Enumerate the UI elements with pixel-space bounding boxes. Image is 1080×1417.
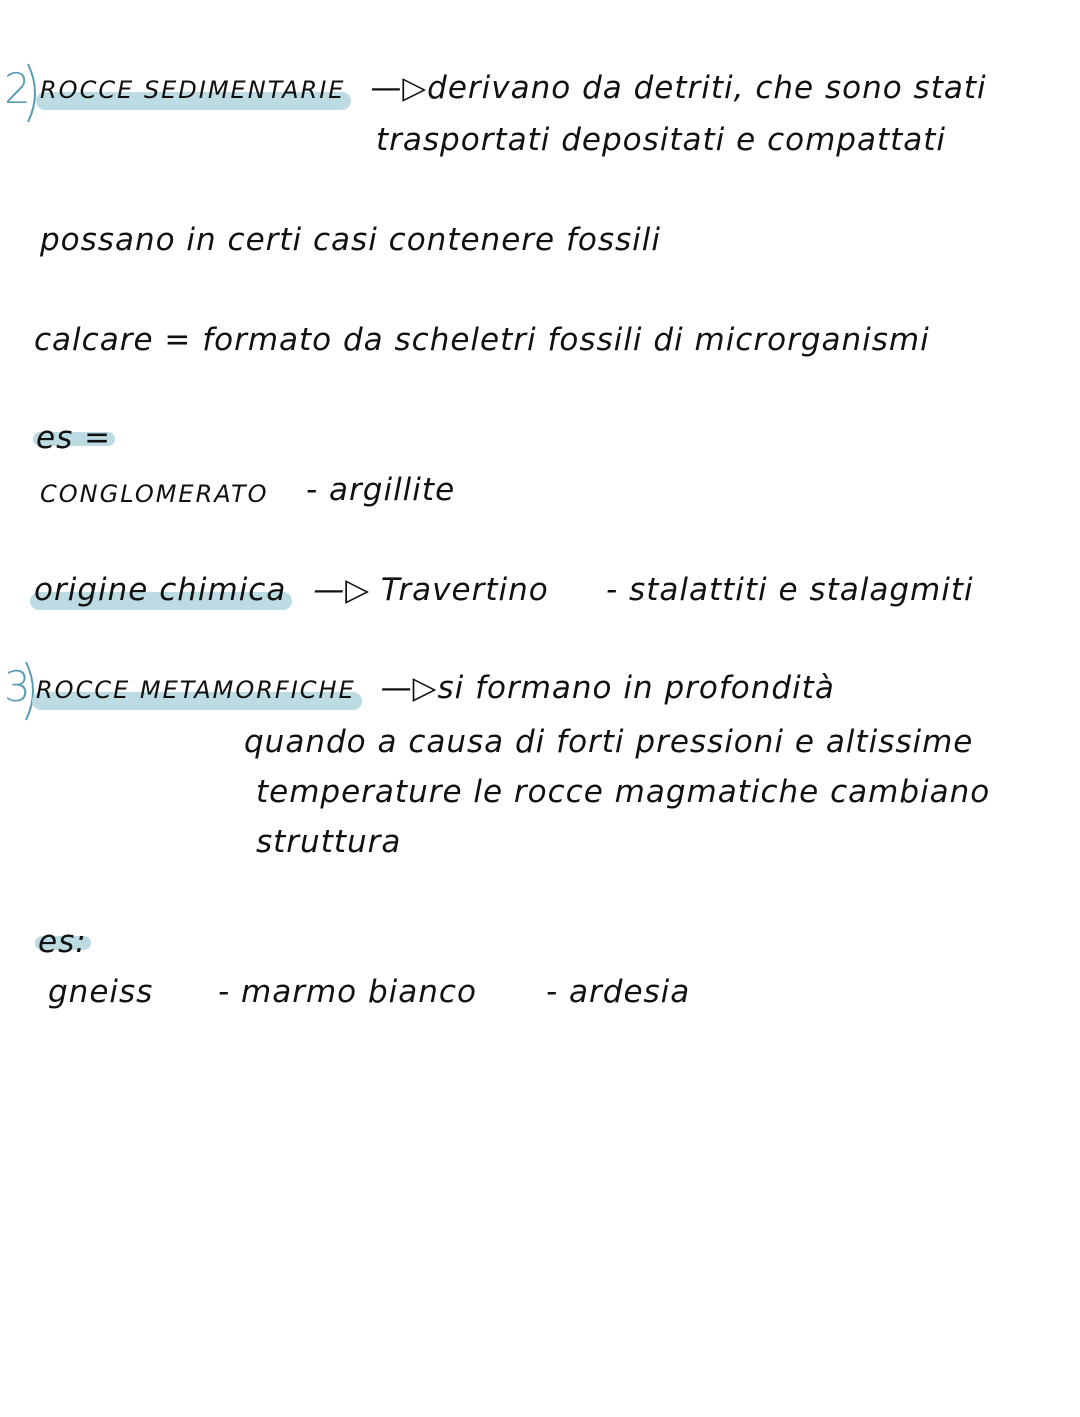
section-2-definition: —▷derivano da detriti, che sono stati — [370, 70, 987, 106]
section-3-title: ROCCE METAMORFICHE — [36, 670, 356, 710]
section-3-heading-line — [36, 668, 835, 710]
section-3-definition: —▷si formano in profondità — [380, 670, 835, 706]
section-3-number: 3 — [4, 662, 31, 711]
examples-label-1-text: es = — [36, 420, 112, 456]
section-3-line-4: struttura — [256, 824, 402, 860]
examples-label-2 — [38, 922, 87, 962]
section-3-line-2: quando a causa di forti pressioni e altissime — [244, 724, 974, 760]
section-2-number: 2 — [4, 64, 31, 113]
calcare-note: calcare = formato da scheletri fossili di microrganismi — [34, 322, 930, 358]
examples-label-2-text: es: — [38, 924, 87, 960]
example-gneiss: gneiss — [48, 974, 154, 1010]
stalattiti-stalagmiti: - stalattiti e stalagmiti — [606, 572, 974, 608]
travertino: —▷ Travertino — [313, 572, 549, 608]
example-ardesia: - ardesia — [546, 974, 691, 1010]
example-conglomerato: CONGLOMERATO — [40, 480, 269, 508]
section-2-title: ROCCE SEDIMENTARIE — [40, 70, 345, 110]
example-marmo-bianco: - marmo bianco — [218, 974, 477, 1010]
section-2-definition-continued: trasportati depositati e compattati — [376, 122, 947, 158]
section-2-heading-line — [40, 68, 987, 110]
fossils-note: possano in certi casi contenere fossili — [40, 222, 661, 258]
chemical-origin-label: origine chimica — [34, 572, 287, 608]
example-argillite: - argillite — [306, 472, 456, 508]
chemical-origin-line — [34, 570, 549, 610]
section-3-line-3: temperature le rocce magmatiche cambiano — [256, 774, 991, 810]
examples-label-1 — [36, 418, 111, 458]
